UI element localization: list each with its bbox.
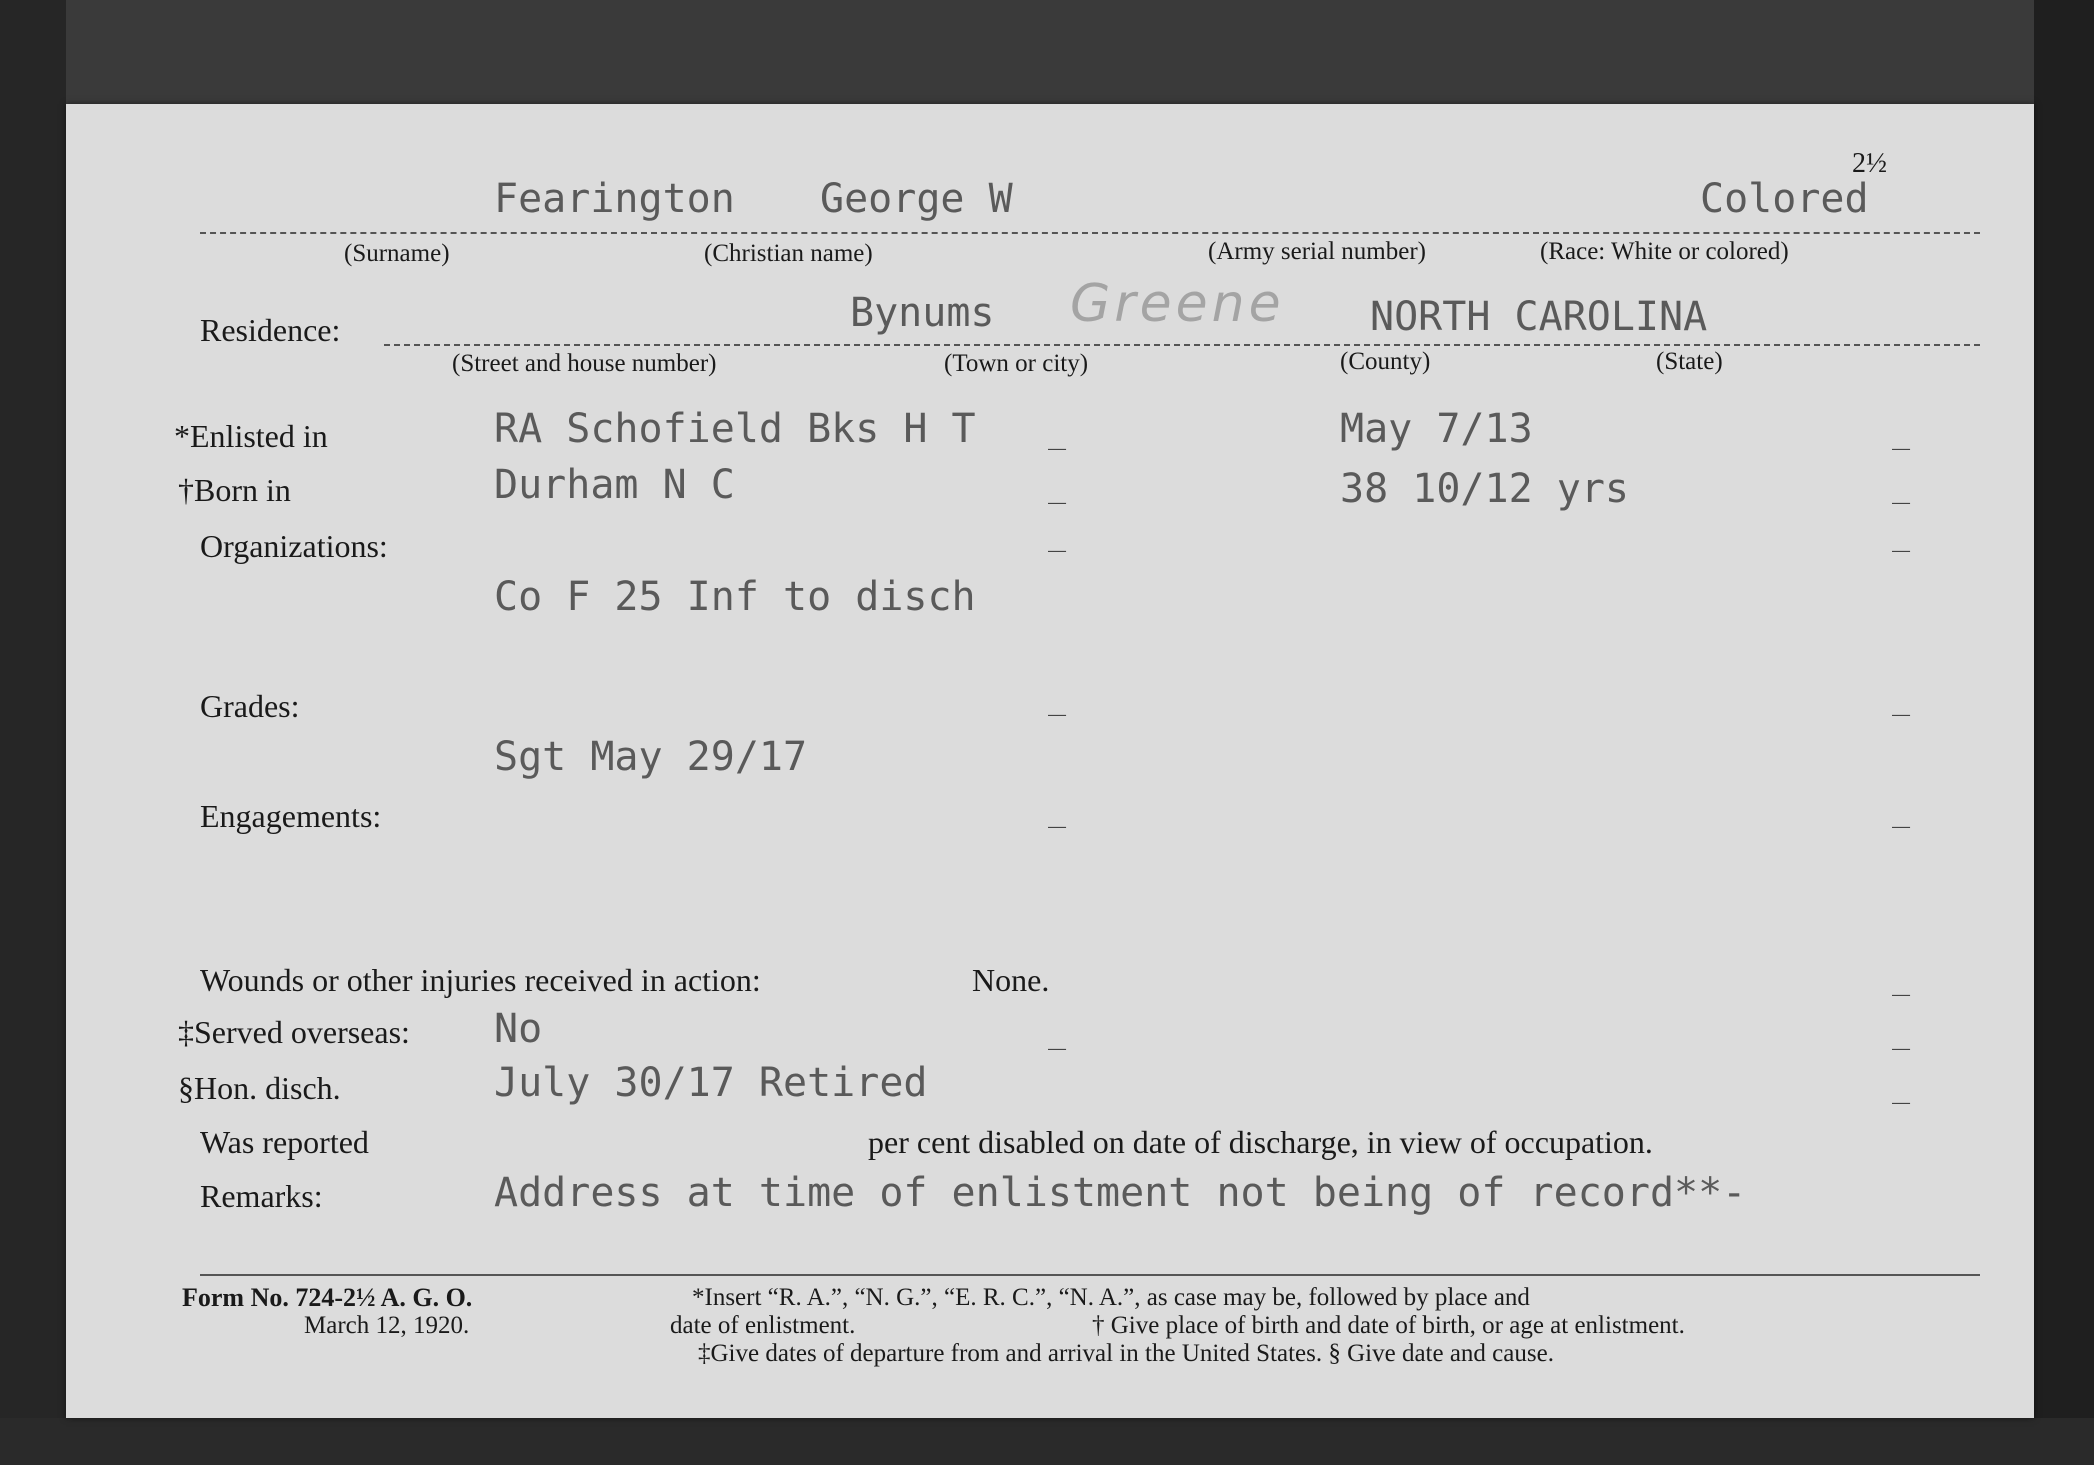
remarks-value: Address at time of enlistment not being of record**- [494,1170,1747,1216]
surname-value: Fearington [494,176,735,222]
organizations-dash-left: _ [1048,518,1067,553]
organizations-dash-right: _ [1892,518,1911,553]
overseas-dash-right: _ [1892,1016,1911,1051]
caption-christian-name: (Christian name) [704,240,873,267]
reported-label: Was reported [200,1124,369,1160]
caption-race: (Race: White or colored) [1540,238,1789,265]
engagements-dash-left: _ [1048,794,1067,829]
organizations-label: Organizations: [200,528,388,564]
footer-rule [200,1274,1980,1276]
form-number: Form No. 724-2½ A. G. O. [182,1283,473,1312]
grades-value: Sgt May 29/17 [494,734,808,780]
grades-dash-right: _ [1892,682,1911,717]
residence-town-value: Bynums [850,290,995,336]
hon-disch-value: July 30/17 Retired [494,1060,928,1106]
born-dash-right: _ [1892,470,1911,505]
caption-state: (State) [1656,348,1723,375]
hon-disch-dash-right: _ [1892,1070,1911,1105]
scan-background-bottom [0,1418,2094,1465]
enlisted-date-value: May 7/13 [1340,406,1533,452]
born-place-value: Durham N C [494,462,735,508]
engagements-dash-right: _ [1892,794,1911,829]
caption-army-serial: (Army serial number) [1208,238,1426,265]
overseas-value: No [494,1006,543,1052]
scan-background-left [0,0,66,1465]
service-record-card [66,104,2034,1418]
grades-dash-left: _ [1048,682,1067,717]
residence-label: Residence: [200,312,341,348]
enlisted-dash-left: _ [1048,416,1067,451]
footnote-line-1: *Insert “R. A.”, “N. G.”, “E. R. C.”, “N. A.”, as case may be, followed by place and [692,1284,1530,1311]
form-date: March 12, 1920. [304,1312,470,1339]
scan-background-top [0,0,2094,110]
corner-number: 2½ [1852,148,1887,179]
wounds-value: None. [972,962,1050,998]
wounds-dash-right: _ [1892,962,1911,997]
born-label: †Born in [178,472,291,508]
reported-text: per cent disabled on date of discharge, in view of occupation. [868,1124,1653,1160]
overseas-label: ‡Served overseas: [178,1014,410,1050]
residence-state-value: NORTH CAROLINA [1370,294,1708,340]
overseas-dash-left: _ [1048,1016,1067,1051]
engagements-label: Engagements: [200,798,382,834]
residence-dashed-line [384,344,1980,346]
scan-background-right [2034,0,2094,1465]
residence-county-handwritten: Greene [1070,274,1285,334]
grades-label: Grades: [200,688,300,724]
enlisted-label: *Enlisted in [174,418,328,454]
caption-street: (Street and house number) [452,350,717,377]
footnote-line-3: ‡Give dates of departure from and arrival in the United States. § Give date and cause. [698,1340,1554,1367]
christian-name-value: George W [820,176,1013,222]
caption-surname: (Surname) [344,240,450,267]
footnote-line-2b: † Give place of birth and date of birth, or age at enlistment. [1092,1312,1685,1339]
remarks-label: Remarks: [200,1178,323,1214]
organizations-value: Co F 25 Inf to disch [494,574,976,620]
enlisted-place-value: RA Schofield Bks H T [494,406,976,452]
born-dash-left: _ [1048,470,1067,505]
footnote-line-2a: date of enlistment. [670,1312,856,1339]
name-dashed-line [200,232,1980,234]
enlisted-dash-right: _ [1892,416,1911,451]
caption-county: (County) [1340,348,1431,375]
race-value: Colored [1700,176,1869,222]
wounds-label: Wounds or other injuries received in action: [200,962,761,998]
born-age-value: 38 10/12 yrs [1340,466,1629,512]
caption-town: (Town or city) [944,350,1089,377]
hon-disch-label: §Hon. disch. [178,1070,341,1106]
